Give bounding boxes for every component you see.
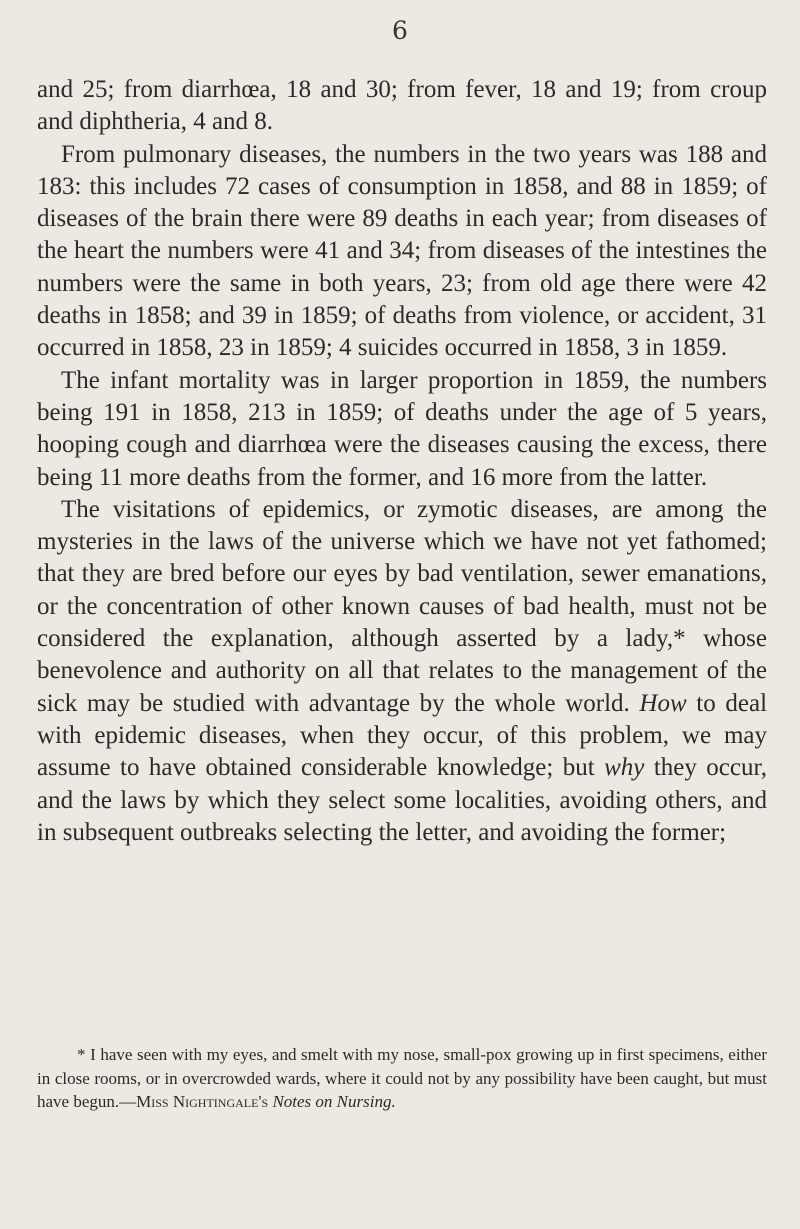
emphasis-why: why (604, 754, 645, 782)
paragraph-4 (37, 494, 767, 849)
paragraph-4-part-1: The visitations of epidemics, or zymotic diseases, are among the mysteries in the laws of the universe which we have not yet fathomed; that they are bred before our eyes by bad ventilation, sewer emanations, or the concentration of other known causes of bad health, must not be considered the explanation, although asserted by a lady,* whose benevolence and authority on all that relates to the management of the sick may be studied with advantage by the whole world. (37, 495, 767, 717)
paragraph-2: From pulmonary diseases, the numbers in the two years was 188 and 183: this includes 72 cases of consumption in 1858, and 88 in 1859; of diseases of the brain there were 89 deaths in each year; from diseases of the heart the numbers were 41 and 34; from diseases of the intestines the numbers were the same in both years, 23; from old age there were 42 deaths in 1858; and 39 in 1859; of deaths from violence, or accident, 31 occurred in 1858, 23 in 1859; 4 suicides occurred in 1858, 3 in 1859. (37, 140, 767, 362)
paragraph-3: The infant mortality was in larger proportion in 1859, the numbers being 191 in 1858, 213 in 1859; of deaths under the age of 5 years, hooping cough and diarrhœa were the diseases causing the excess, there being 11 more deaths from the former, and 16 more from the latter. (37, 366, 767, 491)
paragraph-4-part-2: to deal with epidemic diseases, when they occur, of this problem, we may assume to have obtained considerable knowledge; but (37, 689, 768, 782)
paragraph-4-part-3: they occur, and the laws by which they select some localities, avoiding others, and in subsequent outbreaks selecting the letter, and avoiding the former; (37, 754, 768, 846)
footnote (37, 1043, 767, 1114)
footnote-author: Miss Nightingale's (136, 1092, 269, 1111)
page-number: 6 (392, 16, 408, 45)
emphasis-how: How (639, 689, 687, 717)
footnote-title: Notes on Nursing. (272, 1092, 396, 1111)
paragraph-1: and 25; from diarrhœa, 18 and 30; from fever, 18 and 19; from croup and diphtheria, 4 and 8. (37, 76, 767, 136)
footnote-paragraph (37, 1043, 767, 1114)
main-text (37, 74, 767, 849)
footnote-text: * I have seen with my eyes, and smelt with my nose, small-pox growing up in first specimens, either in close rooms, or in overcrowded wards, where it could not by any possibility have been caught, but must have begun.— (37, 1045, 767, 1111)
